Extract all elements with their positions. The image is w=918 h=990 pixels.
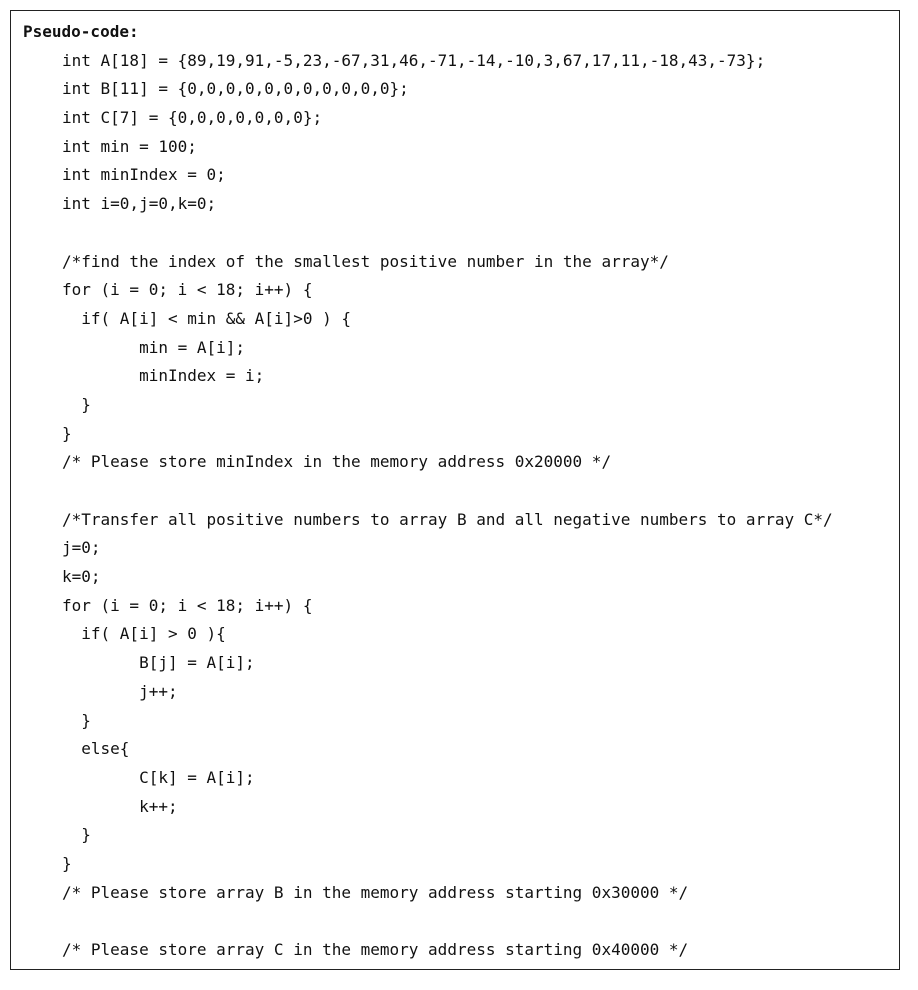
code-comment: /*Transfer all positive numbers to array B and all negative numbers to array C*/	[62, 509, 833, 529]
code-comment: /* Please store array B in the memory address starting 0x30000 */	[62, 882, 689, 902]
code-line: else{	[62, 739, 130, 759]
code-line: k++;	[62, 796, 178, 816]
code-block	[62, 47, 833, 965]
code-box	[10, 10, 900, 970]
code-comment: /* Please store minIndex in the memory address 0x20000 */	[62, 452, 612, 472]
code-line: j=0;	[62, 538, 101, 558]
code-line: }	[62, 710, 91, 730]
code-line: }	[62, 853, 72, 873]
code-line	[62, 907, 833, 936]
code-comment: /*find the index of the smallest positive number in the array*/	[62, 251, 669, 271]
code-comment: /* Please store array C in the memory address starting 0x40000 */	[62, 940, 689, 959]
code-line: int minIndex = 0;	[62, 165, 226, 185]
code-line	[62, 477, 833, 506]
code-line: for (i = 0; i < 18; i++) {	[62, 280, 313, 300]
code-line: minIndex = i;	[62, 366, 265, 386]
code-line: int A[18] = {89,19,91,-5,23,-67,31,46,-71,-14,-10,3,67,17,11,-18,43,-73};	[62, 50, 766, 70]
code-line: j++;	[62, 681, 178, 701]
code-title: Pseudo-code:	[23, 22, 139, 41]
code-line: int B[11] = {0,0,0,0,0,0,0,0,0,0,0};	[62, 79, 409, 99]
code-line: }	[62, 423, 72, 443]
code-line: int min = 100;	[62, 136, 197, 156]
code-line	[62, 219, 833, 248]
code-line: for (i = 0; i < 18; i++) {	[62, 595, 313, 615]
code-line: if( A[i] > 0 ){	[62, 624, 226, 644]
code-line: min = A[i];	[62, 337, 246, 357]
code-line: }	[62, 825, 91, 845]
code-line: k=0;	[62, 567, 101, 587]
code-line: C[k] = A[i];	[62, 767, 255, 787]
code-line: int i=0,j=0,k=0;	[62, 194, 217, 214]
code-line: if( A[i] < min && A[i]>0 ) {	[62, 308, 351, 328]
code-line: int C[7] = {0,0,0,0,0,0,0};	[62, 108, 323, 128]
code-line: }	[62, 394, 91, 414]
code-line: B[j] = A[i];	[62, 653, 255, 673]
